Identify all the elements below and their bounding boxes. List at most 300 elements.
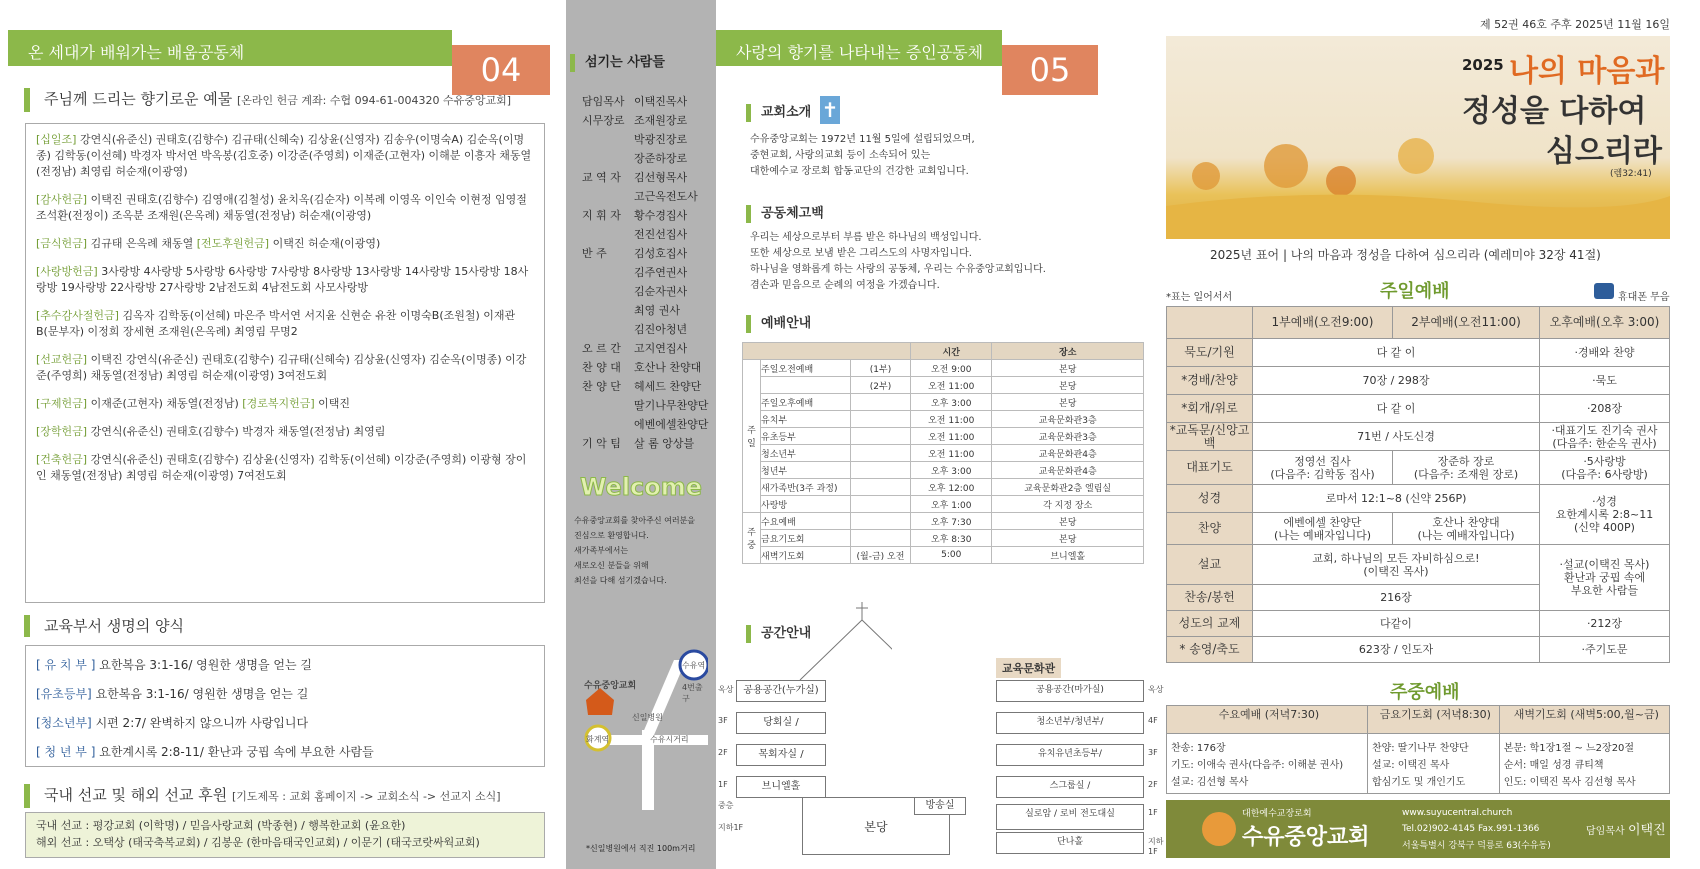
sunday-heading: 주일예배: [1380, 281, 1450, 302]
sunday-row: [1167, 545, 1670, 585]
edu-item: [36, 738, 536, 767]
stand-note: *표는 일어서서: [1166, 292, 1233, 303]
offering-item: [36, 396, 536, 412]
confess-line: 우리는 세상으로부터 부름 받은 하나님의 백성입니다.: [750, 232, 982, 243]
server-role: 기 악 팀: [582, 437, 621, 450]
offering-names: 3사랑방 4사랑방 5사랑방 6사랑방 7사랑방 8사랑방 13사랑방 14사랑방 15사랑방 18사랑방 19사랑방 22사랑방 27사랑방 2남전도회 4남전도회 사모사랑방: [36, 265, 529, 294]
worship-sub: (월-금) 오전: [851, 547, 911, 564]
sunday-part1-sub: (나는 예배자입니다): [1273, 528, 1372, 542]
server-name: 헤세드 찬양단: [634, 380, 702, 393]
floor-room: 유치유년초등부/: [996, 744, 1144, 766]
worship-name: 금요기도회: [761, 530, 851, 547]
server-role: 시무장로: [582, 114, 625, 127]
sunday-morning-sub: (이택진 목사): [1363, 564, 1429, 578]
weekday-line: 설교: 이택진 목사: [1371, 760, 1450, 771]
floor-label: 중층: [718, 801, 734, 810]
map-church: 수유중앙교회: [584, 681, 637, 691]
mission-box: [25, 812, 545, 858]
mission-domestic: 국내 선교 : 평강교회 (이학명) / 믿음사랑교회 (박종현) / 행복한교회 (윤요한): [36, 819, 406, 832]
sunday-morning-main: 623장 / 인도자: [1358, 643, 1434, 656]
floor-room: 브니엘홀: [736, 776, 826, 798]
floor-label: 옥상: [1148, 685, 1164, 694]
worship-name: 유초등부: [761, 428, 851, 445]
worship-time: 오전 9:00: [911, 360, 992, 377]
offering-list: [25, 123, 545, 603]
phone-off-note: 휴대폰 무음: [1618, 292, 1670, 303]
worship-header: 장소: [992, 343, 1144, 360]
sunday-afternoon-line: ·묵도: [1592, 374, 1617, 387]
offering-names: 강연식(유준신) 권태호(김향수) 김규태(신혜숙) 김상윤(신영자) 김송우(이명숙A) 김순옥(이명종) 김학동(이선혜) 박경자 박서연 박옥봉(김호중) 이강준(주영희) 이재준(고현자) 이해분 이흥자 채동열(전정남) 최영림 허순재(이광영): [36, 133, 532, 178]
server-row: [582, 377, 716, 396]
worship-sub: [851, 445, 911, 462]
server-name: 이택진목사: [634, 95, 688, 108]
sunday-part2-sub: (다음주: 조재원 장로): [1413, 467, 1519, 481]
weekday-header: 수요예배 (저녁7:30): [1167, 706, 1368, 734]
tree-1: [1264, 144, 1308, 188]
worship-time: 오전 11:00: [911, 445, 992, 462]
mission-heading: 국내 선교 및 해외 선교 후원 [기도제목 : 교회 홈페이지 -> 교회소식 -> 선교지 소식]: [24, 784, 554, 808]
worship-group: 주중: [743, 513, 761, 564]
worship-place: 각 지정 장소: [992, 496, 1144, 513]
server-row: [582, 206, 716, 225]
edu-label: [청소년부]: [36, 716, 92, 730]
worship-name: 유치부: [761, 411, 851, 428]
floor-label: 2F: [718, 748, 728, 757]
server-row: [582, 92, 716, 111]
page04-banner: 온 세대가 배워가는 배움공동체: [8, 30, 452, 66]
worship-sub: [851, 394, 911, 411]
sunday-afternoon-line: 부요한 사람들: [1570, 584, 1639, 597]
floor-label: 옥상: [718, 685, 734, 694]
worship-name: 주일오전예배: [761, 360, 851, 377]
server-name: 호산나 찬양대: [634, 361, 702, 374]
sunday-row: [1167, 637, 1670, 663]
welcome-line: 최선을 다해 섬기겠습니다.: [574, 576, 667, 585]
confess-line: 하나님을 영화롭게 하는 사랑의 공동체, 우리는 수유중앙교회입니다.: [750, 264, 1046, 275]
sunday-morning-main: 216장: [1380, 591, 1412, 604]
offering-item: [36, 424, 536, 440]
floor-room: 목회자실 /: [736, 744, 826, 766]
roof-line: [800, 620, 892, 680]
worship-place: 본당: [992, 513, 1144, 530]
sunday-afternoon-line: ·설교(이택진 목사): [1559, 558, 1650, 571]
server-row: [582, 130, 716, 149]
worship-row: [743, 496, 1144, 513]
worship-place: 본당: [992, 394, 1144, 411]
sanctuary-roof: [792, 600, 892, 680]
footer: [1166, 800, 1670, 858]
map-station: 수유역: [682, 661, 706, 670]
server-name: 살 롬 앙상블: [634, 437, 695, 450]
worship-header: 시간: [911, 343, 992, 360]
server-row: [582, 111, 716, 130]
weekday-cell: [1499, 734, 1669, 794]
floor-label: 1F: [718, 780, 728, 789]
weekday-line: 설교: 김선형 목사: [1171, 777, 1249, 788]
map-cross2: 수유시거리: [650, 735, 689, 744]
server-name: 김주연권사: [634, 266, 688, 279]
sunday-afternoon-line: ·212장: [1586, 617, 1623, 630]
welcome-text: [566, 513, 716, 588]
worship-name: 새가족반(3주 과정): [761, 479, 851, 496]
sunday-item: 대표기도: [1167, 451, 1253, 485]
worship-time: 오전 11:00: [911, 377, 992, 394]
sunday-afternoon: [1540, 485, 1670, 545]
page05-number: 05: [1002, 45, 1098, 95]
map-drawing: [574, 630, 708, 820]
sunday-item: *경배/찬양: [1167, 367, 1253, 395]
sunday-morning: [1253, 423, 1540, 451]
edu-item: [36, 680, 536, 709]
sunday-row: [1167, 451, 1670, 485]
edu-text: 요한복음 3:1-16/ 영원한 생명을 얻는 길: [99, 658, 312, 672]
sunday-morning-main: 다같이: [1380, 617, 1412, 630]
broadcast-room: 방송실: [914, 797, 966, 815]
floor-label: 지하1F: [718, 823, 744, 832]
sunday-morning: [1253, 367, 1540, 395]
offering-names: 이재준(고현자) 채동열(전정남): [90, 397, 239, 410]
worship-place: 교육문화관3층: [992, 411, 1144, 428]
worship-name: 사랑방: [761, 496, 851, 513]
offering-names: 이택진: [318, 397, 351, 410]
server-row: [582, 301, 716, 320]
worship-sub: [851, 496, 911, 513]
servers-heading: 섬기는 사람들: [570, 54, 716, 72]
worship-name: [761, 377, 851, 394]
offering-item: [36, 352, 536, 384]
mission-overseas: 해외 선교 : 오택상 (태국축복교회) / 김봉운 (한마음태국인교회) / 이문기 (태국코랏싸웍교회): [36, 836, 480, 849]
server-name: 김선형목사: [634, 171, 688, 184]
offering-label: [사랑방헌금]: [36, 265, 98, 278]
worship-row: [743, 377, 1144, 394]
worship-name: 청년부: [761, 462, 851, 479]
server-name: 박광진장로: [634, 133, 688, 146]
offering-label: [선교헌금]: [36, 353, 88, 366]
offering-names: 김옥자 김학동(이선혜) 마은주 박서연 서지윤 신현순 유찬 이명숙B(조원철) 이재관B(문부자) 이정희 장세현 조재원(은옥례) 최영림 무명2: [36, 309, 516, 338]
map-hospital: 신일병원: [632, 713, 663, 722]
cover-year: 2025: [1462, 56, 1504, 74]
edu-text: 요한계시록 2:8-11/ 환난과 궁핍 속에 부요한 사람들: [99, 745, 374, 759]
footer-pastor: 이택진: [1628, 823, 1666, 838]
page04-number: 04: [452, 45, 550, 95]
worship-table: [742, 342, 1144, 564]
welcome-line: 새가족부에서는: [574, 546, 629, 555]
worship-row: [743, 428, 1144, 445]
sunday-afternoon-line: ·5사랑방: [1583, 454, 1626, 468]
cover-title-2: 정성을 다하여: [1462, 94, 1647, 129]
sunday-morning-main: 다 같 이: [1376, 346, 1416, 359]
server-name: 조재원장로: [634, 114, 688, 127]
sunday-afternoon: [1540, 451, 1670, 485]
server-role: 찬 양 대: [582, 361, 621, 374]
server-row: [582, 263, 716, 282]
server-name: 고근옥전도사: [634, 190, 698, 203]
edu-text: 시편 2:7/ 완벽하지 않으니까 사랑입니다: [95, 716, 309, 730]
sunday-row: [1167, 423, 1670, 451]
floor-label: 1F: [1148, 808, 1158, 817]
welcome-line: 수유중앙교회를 찾아주신 여러분을: [574, 516, 696, 525]
server-row: [582, 225, 716, 244]
weekday-heading: 주중예배: [1390, 682, 1460, 703]
servers-list: [566, 92, 716, 453]
weekday-body: [1167, 734, 1670, 794]
sunday-morning: [1253, 637, 1540, 663]
worship-row: [743, 513, 1144, 530]
sunday-header: [1167, 307, 1253, 339]
sunday-afternoon-line: 환난과 궁핍 속에: [1563, 571, 1646, 584]
sunday-item: * 송영/축도: [1167, 637, 1253, 663]
sunday-afternoon-line: (다음주: 한순옥 권사): [1552, 436, 1657, 450]
footer-sub: 대한예수교장로회: [1242, 809, 1312, 819]
floor-room: 청소년부/청년부/: [996, 712, 1144, 734]
floor-label: 4F: [1148, 716, 1158, 725]
offering-label: [경로복지헌금]: [242, 397, 315, 410]
cover-title-3: 심으리라: [1546, 134, 1662, 169]
server-row: [582, 339, 716, 358]
edu-heading: 교육부서 생명의 양식: [24, 615, 324, 637]
sunday-morning: [1253, 585, 1540, 611]
server-name: 김순자권사: [634, 285, 688, 298]
worship-name: 주일오후예배: [761, 394, 851, 411]
sunday-header: 오후예배(오후 3:00): [1540, 307, 1670, 339]
server-name: 고지연집사: [634, 342, 688, 355]
footer-tel: Tel.02)902-4145 Fax.991-1366: [1402, 824, 1540, 834]
sunday-afternoon-line: 요한계시록 2:8~11: [1555, 508, 1654, 521]
servers-column: [566, 0, 716, 869]
offering-names: 강연식(유준신) 권태호(김향수) 박경자 채동열(전정남) 최영림: [90, 425, 386, 438]
worship-sub: [851, 462, 911, 479]
floor-room: 단나홀: [996, 832, 1144, 854]
worship-place: 교육문화관4층: [992, 445, 1144, 462]
edu-label: [ 청 년 부 ]: [36, 745, 96, 759]
footer-url: www.suyucentral.church: [1402, 808, 1513, 818]
server-role: 교 역 자: [582, 171, 621, 184]
sunday-part2-main: 호산나 찬양대: [1432, 515, 1500, 529]
sunday-item: 찬양: [1167, 513, 1253, 545]
intro-heading: 교회소개: [746, 104, 811, 122]
worship-sub: [851, 428, 911, 445]
welcome-line: 진심으로 환영합니다.: [574, 531, 649, 540]
sunday-afternoon: [1540, 637, 1670, 663]
sunday-item: 묵도/기원: [1167, 339, 1253, 367]
sunday-part1-main: 에벤에셀 찬양단: [1283, 515, 1362, 529]
server-role: 반 주: [582, 247, 607, 260]
field: [1166, 195, 1670, 239]
worship-name: 수요예배: [761, 513, 851, 530]
intro-text: [750, 132, 975, 180]
tree-3: [1398, 138, 1434, 174]
sunday-part2: [1393, 513, 1540, 545]
page-04: [0, 0, 532, 869]
welcome-line: 새로오신 분들을 위해: [574, 561, 649, 570]
offering-label: [구제헌금]: [36, 397, 88, 410]
cover-banner: [1166, 36, 1670, 239]
server-row: [582, 434, 716, 453]
offering-item: [36, 264, 536, 296]
weekday-line: 찬송: 176장: [1171, 743, 1226, 754]
offering-item: [36, 308, 536, 340]
sunday-part2: [1393, 451, 1540, 485]
sunday-morning-main: 로마서 12:1~8 (신약 256P): [1325, 492, 1467, 505]
server-name: 딸기나무찬양단: [634, 399, 709, 412]
offering-names: 이택진 허순재(이광영): [272, 237, 381, 250]
worship-place: 본당: [992, 377, 1144, 394]
sunday-part1: [1253, 513, 1393, 545]
worship-row: [743, 462, 1144, 479]
worship-heading: 예배안내: [746, 315, 811, 333]
offering-names: 김규태 은옥례 채동열: [90, 237, 194, 250]
worship-row: [743, 411, 1144, 428]
server-row: [582, 187, 716, 206]
page05-banner: 사랑의 향기를 나타내는 증인공동체: [716, 30, 1002, 66]
edu-label: [유초등부]: [36, 687, 92, 701]
server-name: 김진아청년: [634, 323, 688, 336]
offering-names: 이택진 권태호(김향수) 김영애(김철성) 윤치옥(김순자) 이복례 이영옥 이인숙 이현정 임영절 조석환(전정이) 조옥분 조재원(은옥례) 채동열(전정남) 허순재(이광영): [36, 193, 527, 222]
floor-label: 지하1F: [1148, 837, 1164, 856]
sunday-header: 1부예배(오전9:00): [1253, 307, 1393, 339]
offering-names: 강연식(유준신) 권태호(김향수) 김상윤(신영자) 김학동(이선혜) 이강준(주영희) 이광형 장이인 채동열(전정남) 최영림 허순재(이광영) 7여전도회: [36, 453, 527, 482]
worship-row: [743, 479, 1144, 496]
offering-item: [36, 192, 536, 224]
footer-addr: 서울특별시 강북구 덕릉로 63(수유동): [1402, 841, 1551, 851]
server-role: 지 휘 자: [582, 209, 621, 222]
sunday-table: [1166, 306, 1670, 663]
cover-page: [1166, 0, 1700, 869]
worship-time: 오전 11:00: [911, 411, 992, 428]
map-road-main: [642, 660, 686, 735]
offering-label: [금식헌금]: [36, 237, 88, 250]
worship-sub: [851, 411, 911, 428]
map-cross1: 화계역: [586, 735, 610, 744]
sunday-afternoon: [1540, 395, 1670, 423]
sunday-item: 성경: [1167, 485, 1253, 513]
sunday-row: [1167, 339, 1670, 367]
sunday-morning-main: 다 같 이: [1376, 402, 1416, 415]
sunday-part2-sub: (나는 예배자입니다): [1417, 528, 1515, 542]
sunday-afternoon-line: ·성경: [1592, 495, 1617, 508]
offering-item: [36, 236, 536, 252]
server-name: 에벤에셀찬양단: [634, 418, 709, 431]
offering-item: [36, 132, 536, 180]
sanctuary-room: 본당: [802, 797, 950, 855]
worship-group: 주일: [743, 360, 761, 513]
server-row: [582, 282, 716, 301]
weekday-line: 인도: 이택진 목사 김선형 목사: [1503, 777, 1636, 788]
sunday-item: *회개/위로: [1167, 395, 1253, 423]
weekday-line: 찬양: 딸기나무 찬양단: [1371, 743, 1469, 754]
worship-sub: [851, 513, 911, 530]
server-row: [582, 244, 716, 263]
sunday-morning-main: 71번 / 사도신경: [1357, 430, 1435, 443]
footer-pastor-label: 담임목사: [1586, 826, 1625, 837]
server-role: 담임목사: [582, 95, 625, 108]
worship-time: 오후 7:30: [911, 513, 992, 530]
weekday-line: 본문: 학1장1절 ~ 느2장20절: [1503, 743, 1635, 754]
server-name: 장준하장로: [634, 152, 688, 165]
sunday-afternoon-line: ·대표기도 진기숙 권사: [1551, 423, 1658, 437]
weekday-line: 합심기도 및 개인기도: [1371, 777, 1466, 788]
worship-row: [743, 360, 1144, 377]
issue-info: 제 52권 46호 주후 2025년 11월 16일: [1480, 18, 1670, 31]
server-name: 김성호집사: [634, 247, 688, 260]
server-row: [582, 168, 716, 187]
worship-sub: (1부): [851, 360, 911, 377]
worship-place: 교육문화관3층: [992, 428, 1144, 445]
map-note: *신일병원에서 직진 100m거리: [586, 844, 696, 853]
worship-row: [743, 394, 1144, 411]
server-row: [582, 415, 716, 434]
server-row: [582, 320, 716, 339]
sunday-morning: [1253, 611, 1540, 637]
sunday-morning: [1253, 485, 1540, 513]
weekday-cell: [1367, 734, 1499, 794]
weekday-header: 새벽기도회 (새벽5:00,월~금): [1499, 706, 1669, 734]
sunday-morning: [1253, 339, 1540, 367]
sunday-morning: [1253, 545, 1540, 585]
sunday-morning-main: 교회, 하나님의 모든 자비하심으로!: [1312, 551, 1480, 565]
worship-row: [743, 547, 1144, 564]
tree-2: [1326, 166, 1356, 196]
confess-line: 겸손과 믿음으로 순례의 여정을 가겠습니다.: [750, 280, 940, 291]
worship-row: [743, 530, 1144, 547]
sunday-afternoon: [1540, 611, 1670, 637]
floor-room: 스그룹실 /: [996, 776, 1144, 798]
worship-sub: [851, 479, 911, 496]
offering-label: [십일조]: [36, 133, 77, 146]
sunday-part1-main: 정영선 집사: [1294, 454, 1351, 468]
sunday-row: [1167, 367, 1670, 395]
page-05: [716, 0, 1166, 869]
weekday-line: 기도: 이애숙 권사(다음주: 이해분 권사): [1171, 760, 1344, 771]
tree-4: [1192, 162, 1220, 190]
sunday-part2-main: 장준하 장로: [1437, 454, 1495, 468]
sunday-item: 찬송/봉헌: [1167, 585, 1253, 611]
offering-label: [추수감사절헌금]: [36, 309, 119, 322]
sunday-part1: [1253, 451, 1393, 485]
sunday-afternoon: [1540, 339, 1670, 367]
server-role: 찬 양 단: [582, 380, 621, 393]
space-heading: 공간안내: [746, 625, 811, 643]
offering-names: 이택진 강연식(유준신) 권태호(김향수) 김규태(신혜숙) 김상윤(신영자) 김순옥(이명종) 이강준(주영희) 채동열(전정남) 최영림 허순재(이광영) 3여전도회: [36, 353, 527, 382]
worship-time: 오후 3:00: [911, 394, 992, 411]
worship-time: 오전 11:00: [911, 428, 992, 445]
welcome-heading: Welcome: [579, 473, 703, 501]
map-exit: 4번출구: [682, 683, 703, 703]
offering-heading: 주님께 드리는 향기로운 예물 [온라인 헌금 계좌: 수협 094-61-004320 수유중앙교회]: [24, 88, 544, 112]
sunday-afternoon: [1540, 545, 1670, 611]
floor-label: 3F: [1148, 748, 1158, 757]
sunday-item: 설교: [1167, 545, 1253, 585]
offering-label: [전도후원헌금]: [196, 237, 270, 250]
edu-label: [ 유 치 부 ]: [36, 658, 96, 672]
weekday-cell: [1167, 734, 1368, 794]
worship-name: 새벽기도회: [761, 547, 851, 564]
worship-row: [743, 445, 1144, 462]
offering-label: [감사헌금]: [36, 193, 88, 206]
sunday-afternoon-line: (다음주: 6사랑방): [1561, 467, 1648, 481]
sunday-item: 성도의 교제: [1167, 611, 1253, 637]
church-logo-icon: [1202, 812, 1236, 846]
server-name: 황수경집사: [634, 209, 688, 222]
edu-item: [36, 709, 536, 738]
server-row: [582, 358, 716, 377]
sunday-part1-sub: (다음주: 김학동 집사): [1270, 467, 1375, 481]
sunday-row: [1167, 611, 1670, 637]
worship-time: 오후 3:00: [911, 462, 992, 479]
intro-line: 중현교회, 사랑의교회 등이 소속되어 있는: [750, 150, 931, 161]
worship-time: 오후 12:00: [911, 479, 992, 496]
edu-item: [36, 651, 536, 680]
